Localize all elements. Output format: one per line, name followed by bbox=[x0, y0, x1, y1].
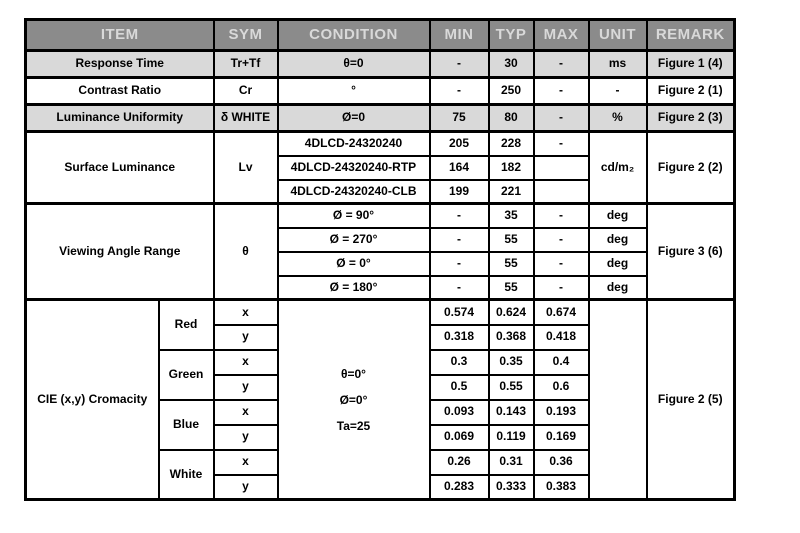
cell-cie-axis-white-x: x bbox=[214, 450, 278, 475]
cell-viewing-typ-3: 55 bbox=[489, 276, 534, 300]
cell-luminance-uniformity-remark: Figure 2 (3) bbox=[647, 105, 735, 132]
cell-surface-luminance-remark: Figure 2 (2) bbox=[647, 132, 735, 204]
cell-cie-color-blue: Blue bbox=[159, 400, 214, 450]
cell-viewing-max-2: - bbox=[534, 252, 589, 276]
cell-response-time-unit: ms bbox=[589, 51, 647, 78]
cell-surface-condition-2: 4DLCD-24320240-CLB bbox=[278, 180, 430, 204]
header-max: MAX bbox=[534, 20, 589, 51]
cell-cie-blue-y-min: 0.069 bbox=[430, 425, 489, 450]
cell-cie-axis-blue-x: x bbox=[214, 400, 278, 425]
cell-surface-luminance-sym: Lv bbox=[214, 132, 278, 204]
row-viewing-angle-0 bbox=[26, 204, 735, 228]
cell-cie-white-x-typ: 0.31 bbox=[489, 450, 534, 475]
cell-cie-white-y-min: 0.283 bbox=[430, 475, 489, 500]
cell-luminance-uniformity-item: Luminance Uniformity bbox=[26, 105, 214, 132]
cell-surface-max-2 bbox=[534, 180, 589, 204]
cell-cie-color-white: White bbox=[159, 450, 214, 500]
row-contrast-ratio bbox=[26, 78, 735, 105]
cell-cie-blue-y-max: 0.169 bbox=[534, 425, 589, 450]
cell-viewing-typ-1: 55 bbox=[489, 228, 534, 252]
cell-contrast-ratio-unit: - bbox=[589, 78, 647, 105]
cell-surface-typ-2: 221 bbox=[489, 180, 534, 204]
row-surface-luminance-0 bbox=[26, 132, 735, 156]
cell-response-time-max: - bbox=[534, 51, 589, 78]
cell-contrast-ratio-min: - bbox=[430, 78, 489, 105]
cell-response-time-typ: 30 bbox=[489, 51, 534, 78]
cell-surface-min-2: 199 bbox=[430, 180, 489, 204]
cell-cie-red-x-typ: 0.624 bbox=[489, 300, 534, 325]
cell-viewing-min-0: - bbox=[430, 204, 489, 228]
header-remark: REMARK bbox=[647, 20, 735, 51]
cell-luminance-uniformity-sym: δ WHITE bbox=[214, 105, 278, 132]
cell-viewing-angle-remark: Figure 3 (6) bbox=[647, 204, 735, 300]
cell-contrast-ratio-condition: ° bbox=[278, 78, 430, 105]
cell-surface-typ-1: 182 bbox=[489, 156, 534, 180]
cell-viewing-typ-2: 55 bbox=[489, 252, 534, 276]
cell-viewing-condition-0: Ø = 90° bbox=[278, 204, 430, 228]
cell-viewing-unit-3: deg bbox=[589, 276, 647, 300]
cell-cie-red-x-max: 0.674 bbox=[534, 300, 589, 325]
cell-cie-green-x-typ: 0.35 bbox=[489, 350, 534, 375]
cell-surface-max-1 bbox=[534, 156, 589, 180]
cell-cie-axis-white-y: y bbox=[214, 475, 278, 500]
cell-viewing-min-1: - bbox=[430, 228, 489, 252]
cell-cie-red-y-min: 0.318 bbox=[430, 325, 489, 350]
cell-luminance-uniformity-unit: % bbox=[589, 105, 647, 132]
header-unit: UNIT bbox=[589, 20, 647, 51]
cell-cie-white-y-max: 0.383 bbox=[534, 475, 589, 500]
cell-luminance-uniformity-condition: Ø=0 bbox=[278, 105, 430, 132]
cell-cie-unit bbox=[589, 300, 647, 500]
cell-viewing-condition-2: Ø = 0° bbox=[278, 252, 430, 276]
cell-cie-white-y-typ: 0.333 bbox=[489, 475, 534, 500]
cell-cie-green-y-max: 0.6 bbox=[534, 375, 589, 400]
cell-cie-blue-y-typ: 0.119 bbox=[489, 425, 534, 450]
cell-surface-condition-0: 4DLCD-24320240 bbox=[278, 132, 430, 156]
cell-viewing-angle-item: Viewing Angle Range bbox=[26, 204, 214, 300]
cell-viewing-unit-0: deg bbox=[589, 204, 647, 228]
header-sym: SYM bbox=[214, 20, 278, 51]
cell-cie-red-y-typ: 0.368 bbox=[489, 325, 534, 350]
cell-cie-condition bbox=[278, 300, 430, 500]
cell-contrast-ratio-max: - bbox=[534, 78, 589, 105]
cell-contrast-ratio-typ: 250 bbox=[489, 78, 534, 105]
cell-viewing-max-1: - bbox=[534, 228, 589, 252]
cell-viewing-angle-sym: θ bbox=[214, 204, 278, 300]
spec-table bbox=[24, 18, 736, 501]
cell-surface-max-0: - bbox=[534, 132, 589, 156]
cell-cie-blue-x-max: 0.193 bbox=[534, 400, 589, 425]
cell-viewing-max-3: - bbox=[534, 276, 589, 300]
cell-cie-axis-red-y: y bbox=[214, 325, 278, 350]
cell-cie-axis-green-y: y bbox=[214, 375, 278, 400]
cell-cie-remark: Figure 2 (5) bbox=[647, 300, 735, 500]
cell-cie-white-x-min: 0.26 bbox=[430, 450, 489, 475]
cell-response-time-item: Response Time bbox=[26, 51, 214, 78]
row-response-time bbox=[26, 51, 735, 78]
cell-contrast-ratio-sym: Cr bbox=[214, 78, 278, 105]
cell-cie-green-x-min: 0.3 bbox=[430, 350, 489, 375]
cell-cie-blue-x-min: 0.093 bbox=[430, 400, 489, 425]
cell-cie-red-y-max: 0.418 bbox=[534, 325, 589, 350]
cell-cie-axis-blue-y: y bbox=[214, 425, 278, 450]
cell-response-time-sym: Tr+Tf bbox=[214, 51, 278, 78]
cell-viewing-min-3: - bbox=[430, 276, 489, 300]
cell-cie-axis-red-x: x bbox=[214, 300, 278, 325]
cie-condition-line-1: θ=0° bbox=[341, 366, 366, 381]
row-cie-red-x bbox=[26, 300, 735, 325]
cie-condition-line-2: Ø=0° bbox=[339, 392, 368, 407]
cell-cie-color-red: Red bbox=[159, 300, 214, 350]
cell-response-time-remark: Figure 1 (4) bbox=[647, 51, 735, 78]
cell-viewing-unit-1: deg bbox=[589, 228, 647, 252]
cell-cie-white-x-max: 0.36 bbox=[534, 450, 589, 475]
cell-surface-luminance-item: Surface Luminance bbox=[26, 132, 214, 204]
cell-surface-typ-0: 228 bbox=[489, 132, 534, 156]
cell-cie-item: CIE (x,y) Cromacity bbox=[26, 300, 159, 500]
cie-condition-line-3: Ta=25 bbox=[336, 418, 371, 433]
cell-contrast-ratio-remark: Figure 2 (1) bbox=[647, 78, 735, 105]
row-luminance-uniformity bbox=[26, 105, 735, 132]
cell-surface-min-1: 164 bbox=[430, 156, 489, 180]
cell-viewing-typ-0: 35 bbox=[489, 204, 534, 228]
cell-cie-red-x-min: 0.574 bbox=[430, 300, 489, 325]
cell-response-time-condition: θ=0 bbox=[278, 51, 430, 78]
cell-luminance-uniformity-typ: 80 bbox=[489, 105, 534, 132]
header-item: ITEM bbox=[26, 20, 214, 51]
cell-cie-axis-green-x: x bbox=[214, 350, 278, 375]
table-header-row bbox=[26, 20, 735, 51]
cell-viewing-condition-3: Ø = 180° bbox=[278, 276, 430, 300]
cell-luminance-uniformity-max: - bbox=[534, 105, 589, 132]
cell-cie-blue-x-typ: 0.143 bbox=[489, 400, 534, 425]
header-condition: CONDITION bbox=[278, 20, 430, 51]
cell-cie-green-y-min: 0.5 bbox=[430, 375, 489, 400]
cell-response-time-min: - bbox=[430, 51, 489, 78]
cell-surface-luminance-unit: cd/m₂ bbox=[589, 132, 647, 204]
cell-viewing-min-2: - bbox=[430, 252, 489, 276]
cell-cie-green-y-typ: 0.55 bbox=[489, 375, 534, 400]
cell-surface-min-0: 205 bbox=[430, 132, 489, 156]
cell-viewing-condition-1: Ø = 270° bbox=[278, 228, 430, 252]
cell-contrast-ratio-item: Contrast Ratio bbox=[26, 78, 214, 105]
cell-viewing-max-0: - bbox=[534, 204, 589, 228]
cell-cie-color-green: Green bbox=[159, 350, 214, 400]
cell-surface-condition-1: 4DLCD-24320240-RTP bbox=[278, 156, 430, 180]
cell-luminance-uniformity-min: 75 bbox=[430, 105, 489, 132]
header-min: MIN bbox=[430, 20, 489, 51]
cell-cie-green-x-max: 0.4 bbox=[534, 350, 589, 375]
header-typ: TYP bbox=[489, 20, 534, 51]
cell-viewing-unit-2: deg bbox=[589, 252, 647, 276]
